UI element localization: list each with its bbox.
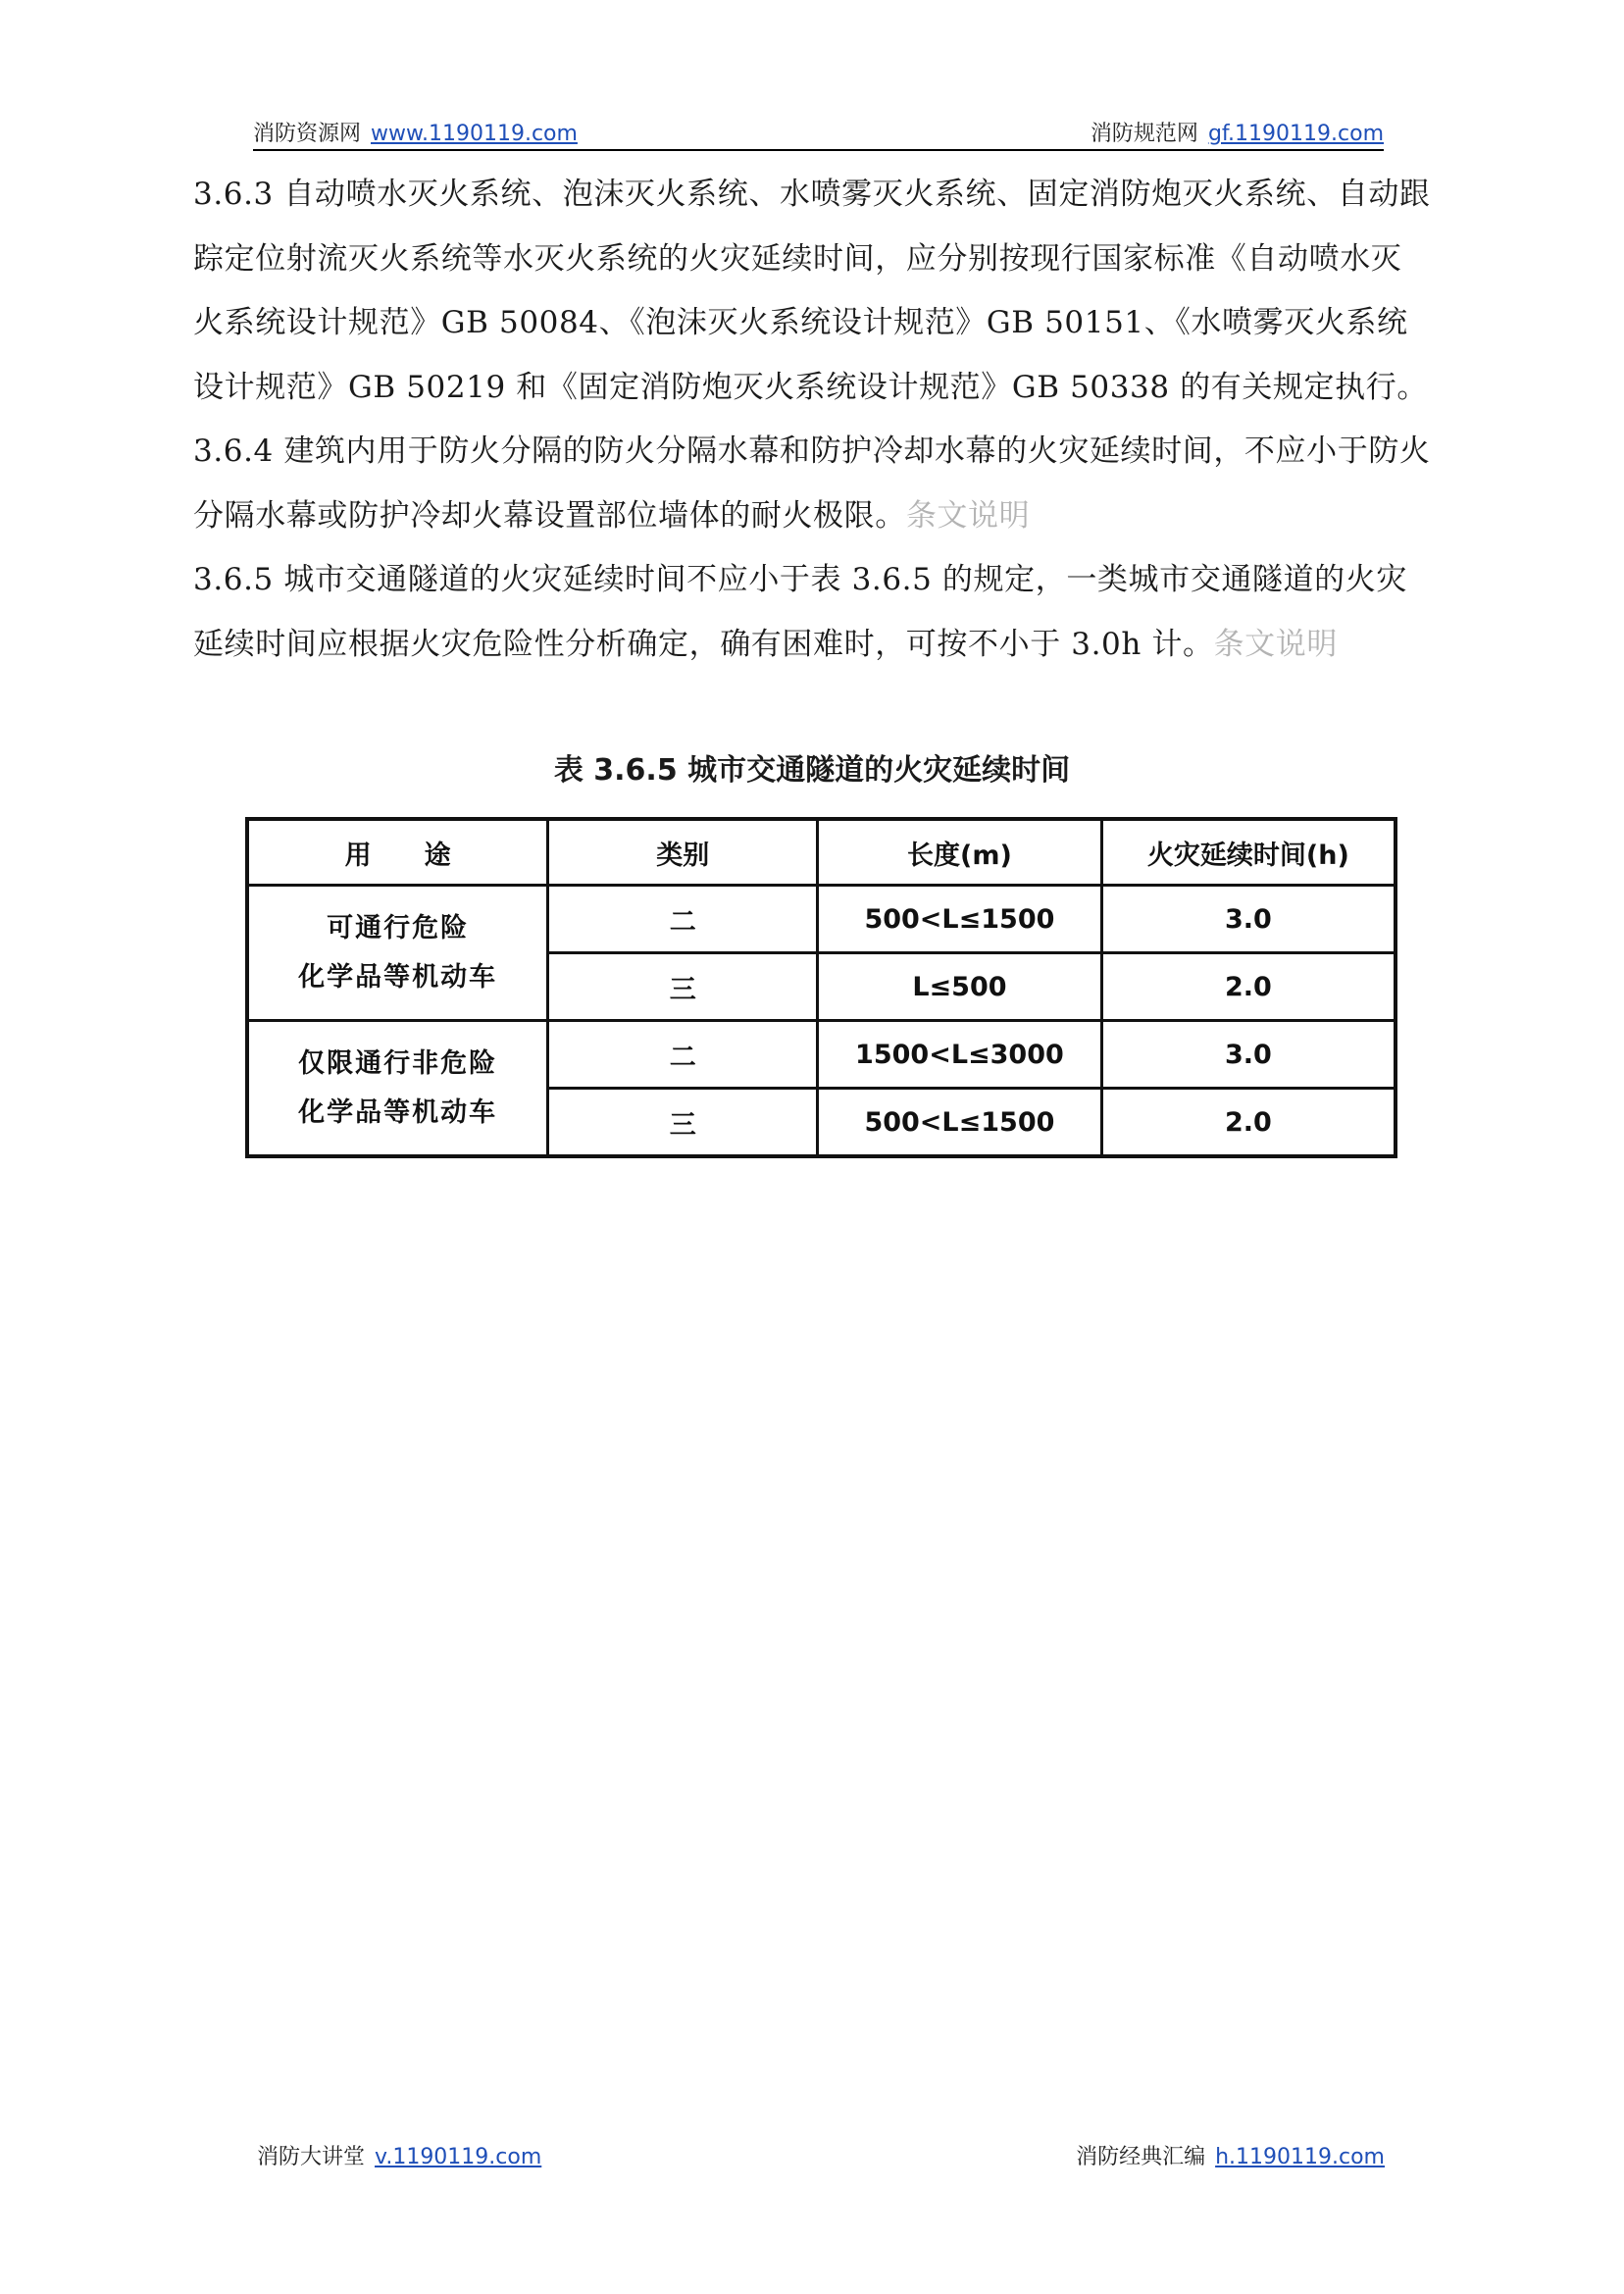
footer-left bbox=[257, 2140, 541, 2170]
use-line: 化学品等机动车 bbox=[298, 961, 498, 993]
duration-cell: 3.0 bbox=[1101, 1021, 1396, 1089]
tunnel-fire-duration-table bbox=[245, 817, 1397, 1158]
footer-right-site: 消防经典汇编 bbox=[1076, 2145, 1206, 2169]
header-duration: 火灾延续时间(h) bbox=[1101, 819, 1396, 886]
category-cell: 二 bbox=[548, 1021, 818, 1089]
length-cell: L≤500 bbox=[818, 953, 1102, 1021]
use-line: 仅限通行非危险 bbox=[298, 1047, 498, 1079]
footer-left-link[interactable]: v.1190119.com bbox=[375, 2145, 542, 2169]
page-footer bbox=[257, 2140, 1385, 2179]
header-right bbox=[1091, 117, 1384, 147]
table-caption: 表 3.6.5 城市交通隧道的火灾延续时间 bbox=[553, 753, 1071, 788]
use-cell bbox=[247, 1021, 548, 1157]
header-left-link[interactable]: www.1190119.com bbox=[371, 122, 578, 146]
paragraph-3-6-3: 3.6.3 自动喷水灭火系统、泡沫灭火系统、水喷雾灭火系统、固定消防炮灭火系统、自动跟踪定位射流灭火系统等水灭火系统的火灾延续时间，应分别按现行国家标准《自动喷水灭火系统设计规范》GB 50084、《泡沫灭火系统设计规范》GB 50151、《水喷雾灭火系统设计规范》GB 50219 和《固定消防炮灭火系统设计规范》GB 50338 的有关规定执行。 bbox=[193, 177, 1431, 405]
footer-right-link[interactable]: h.1190119.com bbox=[1215, 2145, 1385, 2169]
header-left bbox=[253, 117, 578, 147]
paragraph-3-6-4-text: 3.6.4 建筑内用于防火分隔的防火分隔水幕和防护冷却水幕的火灾延续时间，不应小于防火分隔水幕或防护冷却火幕设置部位墙体的耐火极限。 bbox=[193, 433, 1431, 534]
explanation-link-3-6-5[interactable]: 条文说明 bbox=[1213, 626, 1338, 662]
footer-left-site: 消防大讲堂 bbox=[257, 2145, 366, 2169]
duration-cell: 2.0 bbox=[1101, 953, 1396, 1021]
duration-cell: 2.0 bbox=[1101, 1089, 1396, 1157]
table-header-row bbox=[247, 819, 1396, 886]
document-body bbox=[193, 163, 1431, 677]
paragraph-3-6-4 bbox=[193, 420, 1431, 548]
header-length: 长度(m) bbox=[818, 819, 1102, 886]
category-cell: 二 bbox=[548, 886, 818, 953]
category-cell: 三 bbox=[548, 1089, 818, 1157]
duration-cell: 3.0 bbox=[1101, 886, 1396, 953]
page-header bbox=[253, 120, 1384, 151]
explanation-link-3-6-4[interactable]: 条文说明 bbox=[905, 497, 1031, 534]
table-row bbox=[247, 886, 1396, 953]
header-right-link[interactable]: gf.1190119.com bbox=[1207, 122, 1384, 146]
header-left-site: 消防资源网 bbox=[253, 122, 362, 146]
length-cell: 500<L≤1500 bbox=[818, 1089, 1102, 1157]
category-cell: 三 bbox=[548, 953, 818, 1021]
paragraph-3-6-5-text: 3.6.5 城市交通隧道的火灾延续时间不应小于表 3.6.5 的规定，一类城市交通隧道的火灾延续时间应根据火灾危险性分析确定，确有困难时，可按不小于 3.0h 计。 bbox=[193, 562, 1407, 662]
length-cell: 500<L≤1500 bbox=[818, 886, 1102, 953]
table-row bbox=[247, 1021, 1396, 1089]
use-line: 可通行危险 bbox=[327, 912, 470, 943]
header-use: 用 途 bbox=[247, 819, 548, 886]
length-cell: 1500<L≤3000 bbox=[818, 1021, 1102, 1089]
header-category: 类别 bbox=[548, 819, 818, 886]
footer-right bbox=[1076, 2140, 1385, 2170]
paragraph-3-6-5 bbox=[193, 548, 1431, 677]
use-cell bbox=[247, 886, 548, 1021]
header-right-site: 消防规范网 bbox=[1090, 122, 1198, 146]
use-line: 化学品等机动车 bbox=[298, 1096, 498, 1128]
